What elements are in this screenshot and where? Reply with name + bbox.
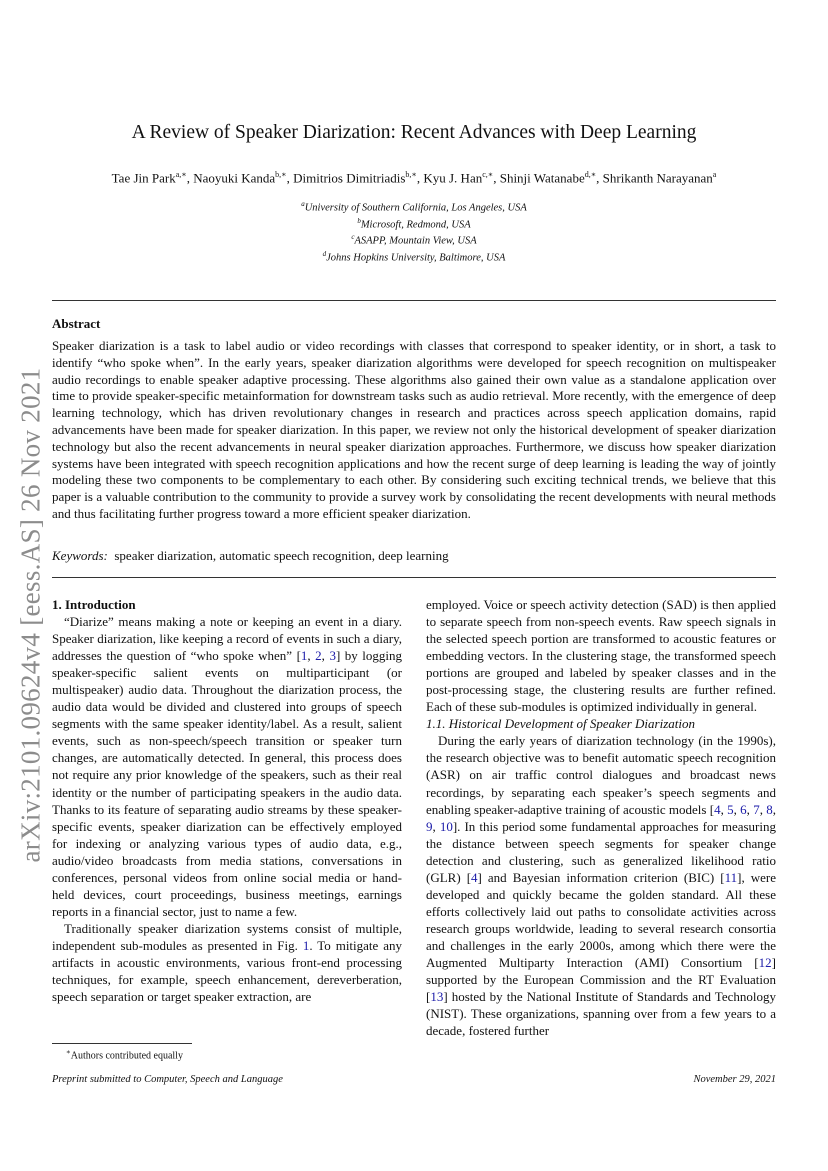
abstract-text: Speaker diarization is a task to label audio or video recordings with classes that correspond to speaker identity, or in short, a task to identify “who spoke when”. In the early years, speaker diarization algorithms were developed for speech recognition on multispeaker audio recordings to enable speaker adaptive processing. These algorithms also gained their own value as a standalone application over time to provide speaker-specific metainformation for downstream tasks such as audio retrieval. More recently, with the emergence of deep learning technology, which has driven revolutionary changes in research and practices across speech application domains, rapid advancements have been made for speaker diarization. In this paper, we review not only the historical development of speaker diarization technology but also the recent advancements in neural speaker diarization approaches. Furthermore, we discuss how speaker diarization systems have been integrated with speech recognition applications and how the recent surge of deep learning is leading the way of jointly modeling these two components to be complementary to each other. By considering such exciting technical trends, we believe that this paper is a valuable contribution to the community to provide a survey work by consolidating the recent developments with neural methods and thus facilitating further progress toward a more efficient speaker diarization. [52, 338, 776, 521]
affiliation [52, 215, 776, 232]
arxiv-stamp [14, 355, 48, 875]
author-affiliation-mark: a [712, 170, 717, 179]
left-column [52, 596, 402, 1005]
author-name: Shinji Watanabe [499, 170, 585, 186]
affiliation [52, 248, 776, 265]
subsection-heading: 1.1. Historical Development of Speaker Diarization [426, 716, 695, 732]
author-affiliation-mark: b,∗ [275, 170, 287, 179]
author-affiliation-mark: d,∗ [584, 170, 597, 179]
intro-paragraph-2-continued: employed. Voice or speech activity detection (SAD) is then applied to separate speech from non-speech events. Raw speech signals in the selected speech portion are transformed to acoustic features or embedding vectors. In the clustering stage, the transformed speech portions are grouped and labeled by speaker classes and in the post-processing stage, the clustering results are further refined. Each of these sub-modules is optimized individually in general. [426, 597, 776, 715]
citation-link[interactable]: 9 [426, 818, 433, 834]
affiliation-mark: c [351, 233, 355, 241]
footnote-rule [52, 1043, 192, 1044]
author-name: Naoyuki Kanda [193, 170, 276, 186]
intro-paragraph-1: “Diarize” means making a note or keeping an event in a diary. Speaker diarization, like keeping a record of events in such a diary, addresses the question of “who spoke when” [1, 2, 3] by logging speaker-specific salient events on multiparticipant (or multispeaker) audio data. Throughout the diarization process, the audio data would be divided and clustered into groups of speech segments with the same speaker identity/label. As a result, salient events, such as non-speech/speech transition or speaker turn changes, are automatically detected. In general, this process does not require any prior knowledge of the speakers, such as their real identity or the number of participating speakers in the audio data. Thanks to its feature of separating audio streams by these speaker-specific events, speaker diarization can be effectively employed for indexing or analyzing various types of audio data, e.g., audio/video broadcasts from media stations, conversations in conferences, personal videos from online social media or hand-held devices, court proceedings, business meetings, earnings reports in a financial sector, just to name a few. [52, 614, 403, 919]
affiliation-list [52, 198, 776, 264]
affiliation-text: ASAPP, Mountain View, USA [354, 235, 477, 247]
citation-link[interactable]: 1 [302, 937, 310, 953]
citation-link[interactable]: 10 [439, 818, 453, 834]
author-name: Kyu J. Han [423, 170, 483, 186]
abstract-heading: Abstract [52, 316, 101, 331]
affiliation-mark: b [357, 216, 361, 225]
keywords-label: Keywords: [52, 548, 108, 563]
citation-link[interactable]: 12 [758, 954, 772, 970]
citation-link[interactable]: 7 [753, 801, 760, 817]
citation-link[interactable]: 1 [300, 648, 308, 664]
author-name: Shrikanth Narayanan [602, 170, 713, 186]
author-affiliation-mark: a,∗ [175, 170, 187, 179]
affiliation [52, 231, 776, 248]
footnote-mark: ∗ [66, 1048, 71, 1056]
affiliation-text: Johns Hopkins University, Baltimore, USA [326, 252, 506, 263]
history-paragraph-1: During the early years of diarization technology (in the 1990s), the research objective was to benefit automatic speech recognition (ASR) on air traffic control dialogues and broadcast news recordings, by separating each speaker’s speech segments and enabling speaker-adaptive training of acoustic models [4, 5, 6, 7, 8, 9, 10]. In this period some fundamental approaches for measuring the distance between speech segments for speaker change detection and clustering, such as generalized likelihood ratio (GLR) [4] and Bayesian information criterion (BIC) [11], were developed and quickly became the golden standard. All these efforts collectively laid out paths to consolidate activities across research groups worldwide, leading to several research consortia and challenges in the early 2000s, among which there were the Augmented Multiparty Interaction (AMI) Consortium [12] supported by the European Commission and the RT Evaluation [13] hosted by the National Institute of Standards and Technology (NIST). These organizations, spanning over from a few years to a decade, fostered further [426, 733, 777, 1039]
author-name: Dimitrios Dimitriadis [293, 170, 406, 186]
intro-paragraph-2: Traditionally speaker diarization systems consist of multiple, independent sub-modules as presented in Fig. 1. To mitigate any artifacts in acoustic environments, various front-end processing techniques, for example, speech enhancement, dereverberation, speech separation or target speaker extraction, are [52, 920, 402, 1005]
author-affiliation-mark: b,∗ [405, 170, 417, 179]
section-heading: 1. Introduction [52, 597, 136, 612]
author-affiliation-mark: c,∗ [482, 170, 494, 179]
top-rule [52, 300, 776, 301]
right-column [426, 596, 776, 1039]
affiliation-mark: d [322, 249, 327, 258]
citation-link[interactable]: 13 [430, 989, 444, 1005]
author-name: Tae Jin Park [111, 170, 176, 186]
citation-link[interactable]: 4 [714, 801, 721, 817]
citation-link[interactable]: 6 [740, 801, 747, 817]
citation-link[interactable]: 2 [315, 648, 322, 664]
paper-title: A Review of Speaker Diarization: Recent Advances with Deep Learning [131, 122, 697, 143]
affiliation [52, 198, 776, 215]
keywords-text: speaker diarization, automatic speech recognition, deep learning [114, 548, 449, 563]
citation-link[interactable]: 3 [329, 648, 336, 664]
citation-link[interactable]: 11 [724, 869, 738, 885]
footnote [66, 1048, 183, 1061]
citation-link[interactable]: 8 [766, 801, 773, 817]
arxiv-stamp-text: arXiv:2101.09624v4 [eess.AS] 26 Nov 2021 [15, 367, 46, 863]
keywords-line [52, 548, 449, 564]
footer-left: Preprint submitted to Computer, Speech and Language [52, 1074, 283, 1085]
citation-link[interactable]: 4 [471, 869, 478, 885]
affiliation-text: University of Southern California, Los Angeles, USA [304, 202, 527, 214]
footer-right: November 29, 2021 [693, 1074, 776, 1085]
author-list: Tae Jin Park$^{a,∗}$, Naoyuki Kanda$^{b,∗}$, Dimitrios Dimitriadis$^{b,∗}$, Kyu J. Han$^{c,∗}$, Shinji Watanabe$^{d,∗}$, Shrikanth Narayanan$^a$ [111, 170, 717, 186]
affiliation-mark: a [301, 200, 305, 208]
footnote-text: Authors contributed equally [70, 1050, 183, 1062]
citation-link[interactable]: 5 [727, 801, 734, 817]
affiliation-text: Microsoft, Redmond, USA [360, 219, 471, 230]
keywords-rule [52, 577, 776, 578]
